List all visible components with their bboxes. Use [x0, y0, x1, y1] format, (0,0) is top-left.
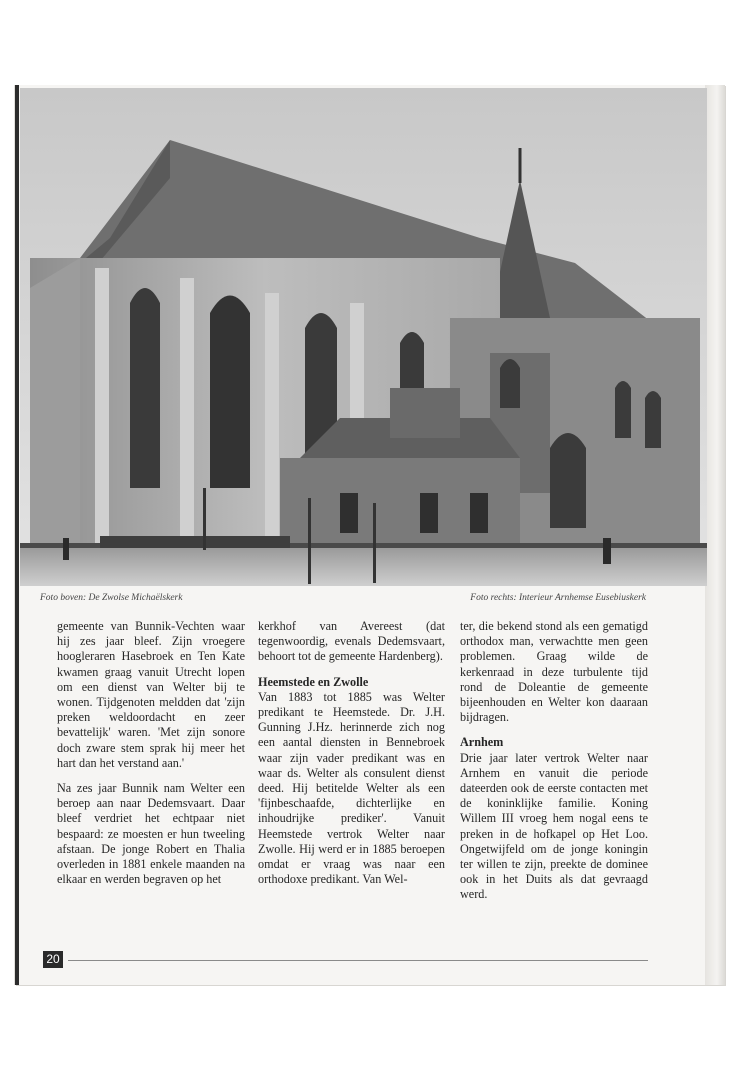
page-edge-shadow: [15, 85, 19, 985]
paragraph: ter, die bekend stond als een gematigd orthodox man, verwachtte men geen problemen. Graag wilde de kerkenraad in deze turbulente tijd rond de Doleantie de gemeente bijeenhouden en Welter kon daaraan bijdragen.: [460, 619, 648, 725]
page-number: 20: [43, 951, 63, 968]
article-column-2: [258, 619, 445, 897]
footer-rule: [68, 960, 648, 961]
article-column-1: [57, 619, 245, 897]
section-heading-arnhem: Arnhem: [460, 735, 504, 750]
photo-caption-left: Foto boven: De Zwolse Michaëlskerk: [40, 593, 183, 603]
page-spine: [705, 85, 725, 985]
paragraph: Van 1883 tot 1885 was Welter predikant te Heemstede. Dr. J.H. Gunning J.Hz. herinnerde zich nog een aantal diensten in Bennebroek waar zijn vader predikant was en waar ds. Welter als consulent dienst deed. Hij betitelde Welter als een 'fijnbeschaafde, dichterlijke en inhoudrijke prediker'. Vanuit Heemstede vertrok Welter naar Zwolle. Hij werd er in 1885 beroepen omdat er vraag was naar een orthodoxe predikant. Van Wel-: [258, 689, 445, 887]
michaelskerk-illustration: [20, 88, 707, 586]
section-heading-heemstede: Heemstede en Zwolle: [258, 674, 369, 689]
paragraph: Drie jaar later vertrok Welter naar Arnhem en vanuit die periode dateerden ook de eerste contacten met de koninklijke familie. Koning Willem III vroeg hem nogal eens te preken in de hofkapel op Het Loo. Ongetwijfeld om de jonge koningin ter willen te zijn, preekte de dominee ook in het Duits als dat gevraagd werd.: [460, 750, 648, 902]
photo-caption-right: Foto rechts: Interieur Arnhemse Eusebiuskerk: [470, 593, 646, 603]
church-photo: [20, 88, 707, 586]
article-column-3: [460, 619, 648, 913]
paragraph: gemeente van Bunnik-Vechten waar hij zes jaar bleef. Zijn vroegere hoogleraren Hasebroek en Ten Kate kwamen graag vanuit Utrecht lopen om een dienst van Welter bij te wonen. Tijdgenoten meldden dat 'zijn preken weldoordacht en zeer bevattelijk' waren. 'Met zijn sonore doch zware stem sprak hij meer het hart dan het verstand aan.': [57, 619, 245, 770]
paragraph: Na zes jaar Bunnik nam Welter een beroep aan naar Dedemsvaart. Daar bleef verdriet het echtpaar niet bespaard: ze moesten er hun tweeling afstaan. De jonge Robert en Thalia overleden in 1881 enkele maanden na elkaar en werden begraven op het: [57, 781, 245, 887]
paragraph: kerkhof van Avereest (dat tegenwoordig, evenals Dedemsvaart, behoort tot de gemeente Hardenberg).: [258, 619, 445, 664]
